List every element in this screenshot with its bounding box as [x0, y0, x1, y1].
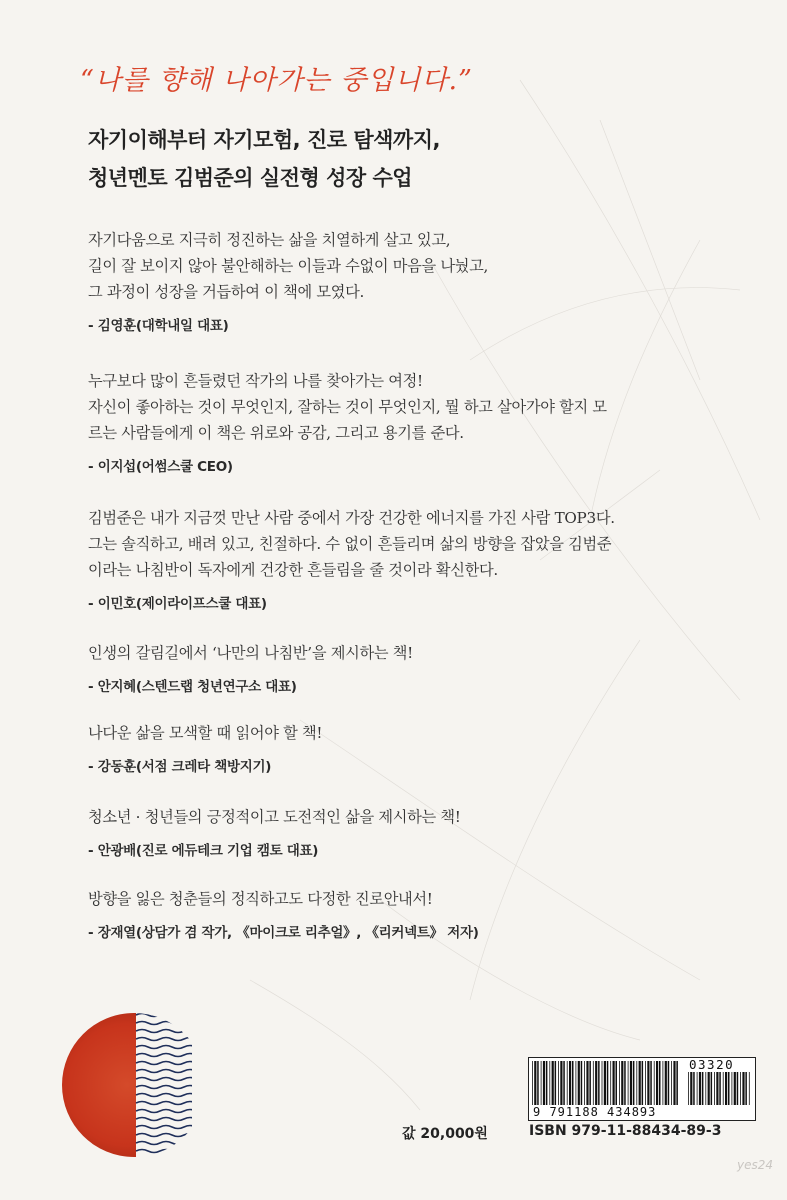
barcode-bar	[598, 1061, 600, 1105]
isbn-barcode	[528, 1057, 756, 1121]
barcode-bar	[639, 1061, 641, 1105]
barcode-bar	[624, 1061, 626, 1105]
barcode-bar	[537, 1061, 539, 1105]
barcode-bar	[676, 1061, 678, 1105]
barcode-bar	[734, 1072, 736, 1105]
barcode-bar	[732, 1072, 733, 1105]
barcode-bar	[711, 1072, 713, 1105]
isbn-label: ISBN 979-11-88434-89-3	[529, 1123, 722, 1139]
endorsement-block	[88, 505, 728, 612]
endorsement-text-line: 자기다움으로 지극히 정진하는 삶을 치열하게 살고 있고,	[88, 231, 451, 249]
barcode-bar	[650, 1061, 652, 1105]
barcode-bar	[621, 1061, 623, 1105]
barcode-bar	[616, 1061, 618, 1105]
barcode-bar	[749, 1072, 750, 1105]
barcode-bar	[607, 1061, 609, 1105]
endorsement-text-line: 김범준은 내가 지금껏 만난 사람 중에서 가장 건강한 에너지를 가진 사람 TOP3다.	[88, 509, 615, 527]
barcode-bar	[705, 1072, 706, 1105]
endorsement-author: - 김영훈(대학내일 대표)	[88, 318, 229, 334]
barcode-bar	[560, 1061, 562, 1105]
endorsement-author: - 안지혜(스텐드랩 청년연구소 대표)	[88, 679, 297, 695]
endorsement-block	[88, 227, 728, 334]
barcode-bar	[604, 1061, 606, 1105]
endorsement-text-line: 르는 사람들에게 이 책은 위로와 공감, 그리고 용기를 준다.	[88, 424, 464, 442]
barcode-bar	[543, 1061, 545, 1105]
barcode-number: 9 791188 434893	[533, 1105, 657, 1119]
endorsement-text-line: 인생의 갈림길에서 ‘나만의 나침반’을 제시하는 책!	[88, 644, 413, 662]
barcode-bar	[602, 1061, 603, 1105]
barcode-bar	[642, 1061, 644, 1105]
endorsement-author: - 이민호(제이라이프스쿨 대표)	[88, 596, 267, 612]
barcode-bar	[740, 1072, 741, 1105]
barcode-bar	[723, 1072, 724, 1105]
barcode-bar	[737, 1072, 739, 1105]
endorsement-text-line: 그는 솔직하고, 배려 있고, 친절하다. 수 없이 흔들리며 삶의 방향을 잡았을 김범준	[88, 535, 612, 553]
barcode-bar	[630, 1061, 632, 1105]
barcode-bar	[569, 1061, 571, 1105]
subtitle-line-1: 자기이해부터 자기모험, 진로 탐색까지,	[88, 128, 440, 152]
barcode-bar	[673, 1061, 675, 1105]
barcode-bar	[690, 1072, 692, 1105]
price-label: 값 20,000원	[402, 1126, 488, 1142]
barcode-bar	[693, 1072, 695, 1105]
endorsement-text-line: 누구보다 많이 흔들렸던 작가의 나를 찾아가는 여정!	[88, 372, 423, 390]
endorsement-block	[88, 886, 728, 941]
barcode-bar	[671, 1061, 672, 1105]
barcode-bar	[546, 1061, 548, 1105]
endorsement-block	[88, 804, 728, 859]
endorsement-block	[88, 368, 728, 475]
barcode-bar	[663, 1061, 664, 1105]
barcode-bar	[541, 1061, 542, 1105]
barcode-bar	[728, 1072, 730, 1105]
barcode-bar	[708, 1072, 710, 1105]
barcode-bar	[595, 1061, 597, 1105]
barcode-bar	[647, 1061, 649, 1105]
barcode-bar	[593, 1061, 594, 1105]
barcode-bar	[628, 1061, 629, 1105]
barcode-bar	[719, 1072, 721, 1105]
barcode-bar	[714, 1072, 715, 1105]
barcode-bar	[567, 1061, 568, 1105]
barcode-bar	[688, 1072, 689, 1105]
barcode-bar	[645, 1061, 646, 1105]
barcode-bar	[586, 1061, 588, 1105]
barcode-bar	[697, 1072, 698, 1105]
wave-lines-illustration	[136, 1014, 192, 1153]
endorsement-author: - 이지섭(어썸스쿨 CEO)	[88, 459, 233, 475]
barcode-bar	[742, 1072, 744, 1105]
endorsement-block	[88, 720, 728, 775]
red-sun-illustration	[62, 993, 192, 1178]
barcode-bar	[716, 1072, 718, 1105]
endorsement-text-line: 방향을 잃은 청춘들의 정직하고도 다정한 진로안내서!	[88, 890, 433, 908]
barcode-bar	[549, 1061, 550, 1105]
barcode-bar	[636, 1061, 637, 1105]
endorsement-author: - 장재열(상담가 겸 작가, 《마이크로 리추얼》, 《리커넥트》 저자)	[88, 925, 479, 941]
barcode-bar	[659, 1061, 661, 1105]
barcode-bar	[558, 1061, 559, 1105]
barcode-bar	[619, 1061, 620, 1105]
endorsement-text-line: 길이 잘 보이지 않아 불안해하는 이들과 수없이 마음을 나눴고,	[88, 257, 489, 275]
barcode-addon-bars	[687, 1072, 751, 1105]
barcode-bars	[531, 1061, 681, 1105]
barcode-bar	[699, 1072, 701, 1105]
endorsement-author: - 안광배(진로 에듀테크 기업 캠토 대표)	[88, 843, 319, 859]
subtitle-line-2: 청년멘토 김범준의 실전형 성장 수업	[88, 166, 413, 190]
barcode-bar	[702, 1072, 704, 1105]
barcode-bar	[589, 1061, 591, 1105]
barcode-bar	[610, 1061, 611, 1105]
barcode-bar	[581, 1061, 583, 1105]
watermark: yes24	[737, 1158, 774, 1172]
barcode-addon-number: 03320	[689, 1057, 735, 1072]
barcode-bar	[668, 1061, 670, 1105]
endorsement-author: - 강동훈(서점 크레타 책방지기)	[88, 759, 272, 775]
barcode-bar	[532, 1061, 533, 1105]
barcode-bar	[633, 1061, 635, 1105]
barcode-bar	[613, 1061, 615, 1105]
barcode-bar	[656, 1061, 658, 1105]
barcode-bar	[534, 1061, 536, 1105]
cover-headline: “나를 향해 나아가는 중입니다.”	[80, 65, 473, 96]
barcode-bar	[563, 1061, 565, 1105]
endorsement-text-line: 자신이 좋아하는 것이 무엇인지, 잘하는 것이 무엇인지, 뭘 하고 살아가야 할지 모	[88, 398, 607, 416]
endorsement-text-line: 그 과정이 성장을 거듭하여 이 책에 모였다.	[88, 283, 365, 301]
barcode-bar	[725, 1072, 727, 1105]
endorsement-text-line: 나다운 삶을 모색할 때 읽어야 할 책!	[88, 724, 323, 742]
barcode-bar	[576, 1061, 577, 1105]
barcode-bar	[552, 1061, 554, 1105]
barcode-bar	[572, 1061, 574, 1105]
endorsement-text-line: 이라는 나침반이 독자에게 건강한 흔들림을 줄 것이라 확신한다.	[88, 561, 498, 579]
barcode-bar	[584, 1061, 585, 1105]
barcode-bar	[578, 1061, 580, 1105]
endorsement-text-line: 청소년 · 청년들의 긍정적이고 도전적인 삶을 제시하는 책!	[88, 808, 461, 826]
endorsement-block	[88, 640, 728, 695]
barcode-bar	[665, 1061, 667, 1105]
barcode-bar	[555, 1061, 557, 1105]
barcode-bar	[654, 1061, 655, 1105]
barcode-bar	[745, 1072, 747, 1105]
